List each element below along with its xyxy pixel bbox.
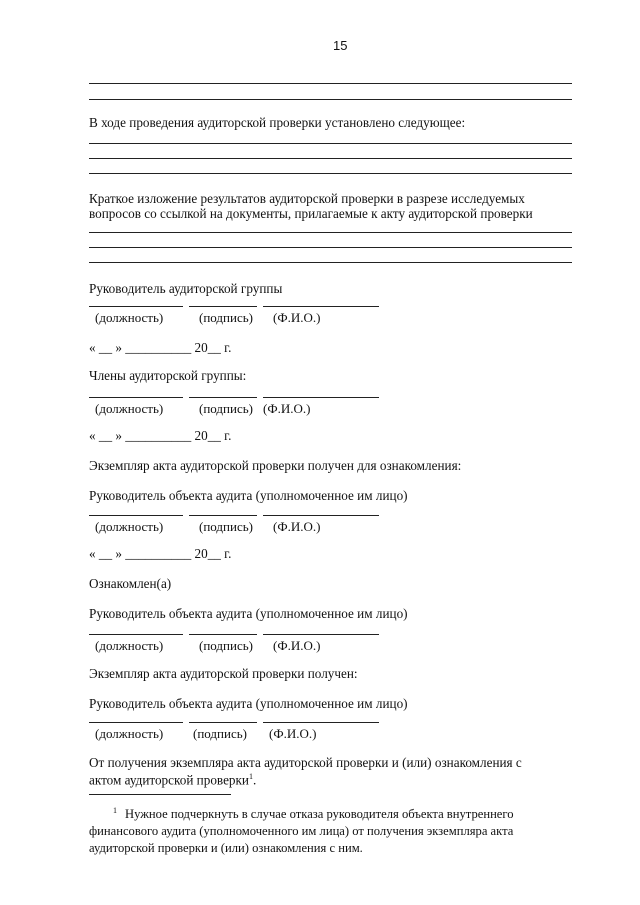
position-caption: (должность) — [95, 726, 164, 741]
signature-caption: (подпись) — [193, 726, 247, 741]
refusal-line-1: От получения экземпляра акта аудиторской проверки и (или) ознакомления с — [89, 755, 522, 770]
name-caption: (Ф.И.О.) — [269, 726, 317, 741]
blank-line — [89, 99, 572, 100]
signature-caption: (подпись) — [199, 638, 253, 653]
position-caption: (должность) — [95, 310, 164, 325]
name-caption: (Ф.И.О.) — [273, 638, 321, 653]
date-line: « __ » __________ 20__ г. — [89, 428, 232, 443]
intro-sentence: В ходе проведения аудиторской проверки установлено следующее: — [89, 115, 466, 130]
footnote-marker: 1 — [113, 806, 117, 815]
position-caption: (должность) — [95, 638, 164, 653]
blank-line — [89, 158, 572, 159]
name-caption: (Ф.И.О.) — [273, 519, 321, 534]
footnote-line-3: аудиторской проверки и (или) ознакомления с ним. — [89, 841, 363, 856]
page-number: 15 — [333, 38, 348, 53]
audit-object-head-heading: Руководитель объекта аудита (уполномоченное им лицо) — [89, 696, 408, 711]
name-caption: (Ф.И.О.) — [273, 310, 321, 325]
group-leader-heading: Руководитель аудиторской группы — [89, 281, 283, 296]
signature-block — [89, 722, 389, 744]
blank-line — [89, 173, 572, 174]
blank-line — [89, 262, 572, 263]
footnote — [89, 802, 572, 857]
copy-received-for-review: Экземпляр акта аудиторской проверки получен для ознакомления: — [89, 458, 462, 473]
position-caption: (должность) — [95, 519, 164, 534]
audit-object-head-heading: Руководитель объекта аудита (уполномоченное им лицо) — [89, 488, 408, 503]
blank-line — [89, 83, 572, 84]
group-members-heading: Члены аудиторской группы: — [89, 368, 247, 383]
acknowledged-label: Ознакомлен(а) — [89, 576, 172, 591]
position-caption: (должность) — [95, 401, 164, 416]
date-line: « __ » __________ 20__ г. — [89, 340, 232, 355]
blank-line — [89, 232, 572, 233]
blank-line — [89, 247, 572, 248]
signature-caption: (подпись) — [199, 519, 253, 534]
summary-line-2: вопросов со ссылкой на документы, прилагаемые к акту аудиторской проверки — [89, 206, 533, 221]
signature-block — [89, 397, 389, 419]
copy-received: Экземпляр акта аудиторской проверки получен: — [89, 666, 358, 681]
signature-block — [89, 306, 389, 328]
blank-line — [89, 143, 572, 144]
footnote-line-2: финансового аудита (уполномоченного им лица) от получения экземпляра акта — [89, 824, 514, 839]
signature-caption: (подпись) — [199, 310, 253, 325]
date-line: « __ » __________ 20__ г. — [89, 546, 232, 561]
name-caption: (Ф.И.О.) — [263, 401, 311, 416]
signature-block — [89, 515, 389, 537]
signature-block — [89, 634, 389, 656]
refusal-line-2: актом аудиторской проверки$^1$. — [89, 772, 257, 788]
audit-object-head-heading: Руководитель объекта аудита (уполномоченное им лицо) — [89, 606, 408, 621]
summary-line-1: Краткое изложение результатов аудиторской проверки в разрезе исследуемых — [89, 191, 525, 206]
signature-caption: (подпись) — [199, 401, 253, 416]
footnote-separator — [89, 794, 231, 795]
footnote-reference[interactable]: 1 — [249, 772, 253, 781]
footnote-line-1: Нужное подчеркнуть в случае отказа руководителя объекта внутреннего — [125, 807, 514, 822]
